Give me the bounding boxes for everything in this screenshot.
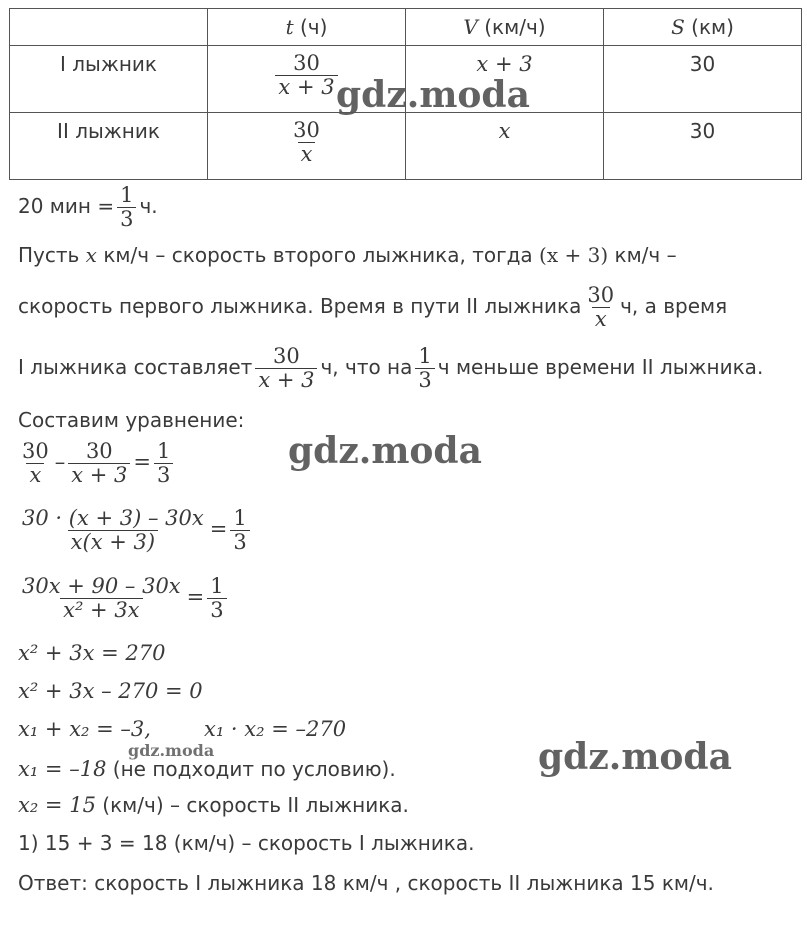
line-time-second: скорость первого лыжника. Время в пути II лыжника $\frac{30}{x}$ ч, а время [18, 283, 728, 332]
header-empty [10, 9, 208, 46]
header-t: t (ч) [208, 9, 406, 46]
line-compose-equation: Составим уравнение: [18, 408, 245, 432]
row-distance: 30 [604, 113, 802, 180]
header-s: S (км) [604, 9, 802, 46]
root-2: x₂ = 15 (км/ч) – скорость II лыжника. [18, 793, 409, 817]
equation-2: $\frac{30 \cdot (x + 3) - 30x}{x(x + 3)}$ = $\frac{1}{3}$ [16, 507, 253, 554]
equation-1: $\frac{30}{x}$ – $\frac{30}{x + 3}$ = $\frac{1}{3}$ [16, 440, 176, 487]
step-1: 1) 15 + 3 = 18 (км/ч) – скорость I лыжника. [18, 831, 475, 855]
vieta-product: x₁ · x₂ = –270 [204, 717, 347, 741]
watermark-logo: gdz.moda [288, 430, 482, 472]
row-speed: x [406, 113, 604, 180]
time-fraction: $\frac{30}{x + 3}$ [275, 52, 337, 99]
row-speed: x + 3 [406, 46, 604, 113]
row-time [208, 113, 406, 180]
equation-5: x² + 3x – 270 = 0 [18, 679, 203, 703]
line-let-x: Пусть x км/ч – скорость второго лыжника, тогда (x + 3) км/ч – [18, 243, 677, 267]
row-distance: 30 [604, 46, 802, 113]
table-header-row [10, 9, 802, 46]
equation-3: $\frac{30x + 90 - 30x}{\text{x² + 3x}}$ = $\frac{1}{3}$ [16, 575, 230, 622]
watermark-logo: gdz.moda [128, 741, 215, 760]
time-fraction: $\frac{30}{x}$ [293, 118, 320, 167]
root-1: x₁ = –18 (не подходит по условию). [18, 757, 396, 781]
row-label: I лыжник [10, 46, 208, 113]
line-time-first: I лыжника составляет $\frac{30}{x + 3}$ ч, что на $\frac{1}{3}$ ч меньше времени II лыжника. [18, 344, 764, 393]
vieta-sum: x₁ + x₂ = –3, [18, 717, 151, 741]
watermark-logo: gdz.moda [336, 74, 530, 116]
equation-4: x² + 3x = 270 [18, 641, 166, 665]
answer: Ответ: скорость I лыжника 18 км/ч , скорость II лыжника 15 км/ч. [18, 871, 714, 895]
line-time-conversion: 20 мин = $\frac{1}{3}$ ч. [18, 183, 158, 232]
table-row [10, 113, 802, 180]
watermark-logo: gdz.moda [538, 736, 732, 778]
row-label: II лыжник [10, 113, 208, 180]
header-v: V (км/ч) [406, 9, 604, 46]
